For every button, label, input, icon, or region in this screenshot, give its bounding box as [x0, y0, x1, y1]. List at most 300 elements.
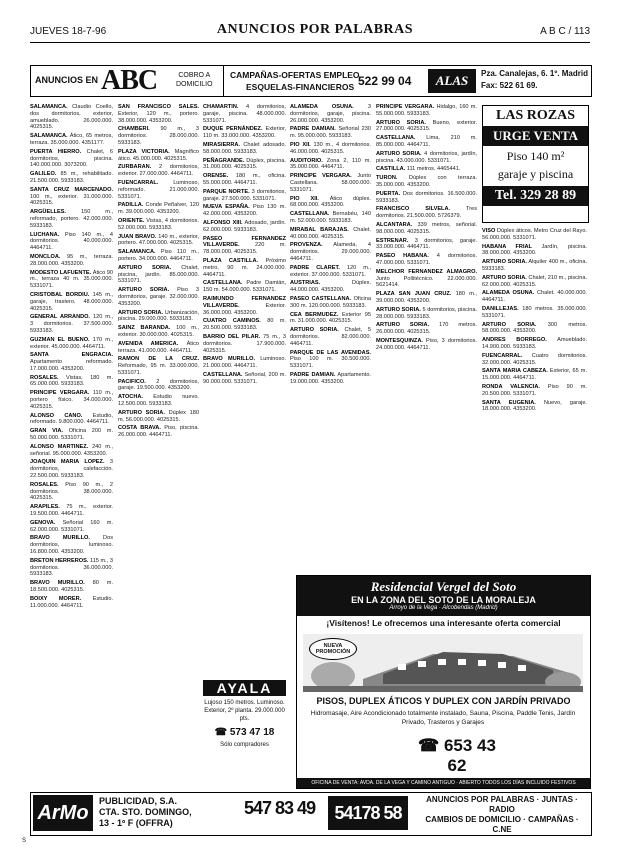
page-number: A B C / 113 — [540, 26, 590, 37]
ad-heading: MODESTO LAFUENTE. — [30, 269, 92, 276]
ad-heading: CASTELLANA. — [376, 135, 416, 142]
ad-heading: ARGÜELLES. — [30, 209, 67, 216]
ad-heading: ALAMEDA OSUNA. — [482, 290, 535, 297]
ad-heading: CEA BERMUDEZ. — [290, 311, 339, 318]
vergel-zone: EN LA ZONA DEL SOTO DE LA MORALEJA — [351, 595, 536, 605]
ad-text: 4 dormitorios. 47.000.000. 5331071. — [376, 253, 477, 266]
ad-text: Ático 90 m., terraza 40 m. 35.000.000. 5331071. — [30, 269, 113, 290]
ad-text: Zona 2, 110 m. 35.000.000. 4464711. — [290, 157, 371, 171]
ad-text: Claudio Coello, dos dormitorios, exterior, amueblado. 26.000.000. 4025315. — [30, 104, 113, 131]
ad-heading: ROSALES. — [30, 481, 59, 488]
ad-text: Vistas, 4 dormitorios. 52.000.000. 5933183. — [118, 217, 199, 231]
ad-heading: FUENCARRAL. — [118, 179, 159, 186]
classified-column-4 — [290, 104, 371, 568]
ad-text: 180 m., oficina. 55.000.000. 4464711. — [203, 173, 286, 186]
footer-phone-1: 547 83 49 — [244, 798, 316, 818]
ad-text: Piso, 3 dormitorios. 24.000.000. 4464711. — [376, 337, 477, 351]
classified-ad — [30, 270, 113, 290]
ad-text: Dos dormitorios. 16.500.000. 5933183. — [376, 190, 477, 204]
alas-logo: ALAS — [428, 69, 476, 93]
ad-text: Piso 90 m. 20.500.000. 5331071. — [482, 383, 587, 397]
ad-text: 3 dormitorios, garaje. 27.500.000. 5331071. — [203, 188, 286, 202]
classified-ad — [118, 410, 199, 424]
ad-text: Piso 90 m., 2 dormitorios. 38.000.000. 4025315. — [30, 481, 113, 502]
footer-services-1: ANUNCIOS POR PALABRAS · JUNTAS · RADIO — [426, 795, 578, 814]
vergel-headline: PISOS, DUPLEX ÁTICOS Y DUPLEX CON JARDÍN PRIVADO — [316, 696, 571, 706]
ad-heading: PROVENZA. — [290, 242, 323, 249]
classified-ad — [290, 211, 371, 225]
classified-ad — [203, 126, 286, 140]
issue-date: JUEVES 18-7-96 — [30, 26, 107, 37]
ad-text: Dúplex áticos. Metro Cruz del Rayo. 56.000.000. 5331071. — [482, 228, 587, 241]
classified-column-5 — [376, 104, 477, 568]
ad-text: Piso, piscina. 26.000.000. 4464711. — [118, 425, 199, 439]
ad-text: 85 m., rehabilitado. 21.500.000. 5933183. — [30, 171, 113, 184]
classified-ad — [203, 104, 286, 124]
ad-heading: ARTURO SORIA. — [118, 287, 170, 294]
ad-heading: SAINZ BARANDA. — [118, 325, 171, 332]
ad-text: Bernabéu, 140 m. 52.000.000. 5933183. — [290, 211, 371, 224]
ad-text: 80 m. 18.500.000. 4025315. — [30, 580, 113, 593]
classified-ad — [203, 258, 286, 278]
classified-ad — [482, 400, 587, 414]
ad-text: Ático, 65 metros, terraza. 35.000.000. 4351177. — [30, 133, 113, 146]
ad-text: Piso 140 m., 4 dormitorios. 40.000.000. 4464711. — [30, 231, 113, 252]
classified-ad — [376, 120, 477, 134]
ad-text: Estudio. 11.000.000. 4464711. — [30, 595, 113, 609]
ad-text: Señorial 160 m. 62.000.000. 5331071. — [30, 519, 113, 533]
banner-phone: 522 99 04 — [358, 74, 412, 88]
ad-heading: GENERAL ARRANDO. — [30, 314, 91, 321]
abc-ad-block — [31, 66, 224, 96]
ad-text: Lima, 210 m. 85.000.000. 4464711. — [376, 135, 477, 148]
ad-heading: BRAVO MURILLO. — [203, 356, 255, 363]
page-header — [30, 22, 590, 43]
ad-text: 115 m., 3 dormitorios. 36.000.000. 5933183. — [30, 557, 113, 578]
ad-heading: CASTELLANA. — [203, 371, 243, 378]
classified-ad — [290, 296, 371, 310]
ad-heading: RAIMUNDO FERNANDEZ VILLAVERDE. — [203, 295, 286, 309]
ad-heading: PIO XII. — [290, 195, 319, 202]
classified-ad — [203, 236, 286, 256]
ad-text: Jardín, piscina. 38.000.000. 4353200. — [482, 243, 587, 257]
ad-text: 90 m., 3 dormitorios. 28.000.000. 5933183. — [118, 126, 199, 146]
ad-text: Exterior, 120 m., portero. 38.000.000. 4353200. — [118, 110, 199, 124]
ad-heading: ANDRES BORREGO. — [482, 337, 547, 344]
classified-ad — [118, 249, 199, 263]
ad-heading: PLAZA SAN JUAN CRUZ. — [376, 291, 452, 298]
classified-ad — [290, 196, 371, 210]
ad-heading: PASEO FERNANDEZ VILLAVERDE. — [203, 235, 286, 249]
ad-heading: ALFONSO XIII. — [203, 219, 243, 226]
classified-ad — [203, 142, 286, 156]
ad-text: 3 dormitorios, garaje, piscina. 26.000.000. 4353200. — [290, 104, 371, 124]
ad-text: Alquiler 400 m., oficina. 5933183. — [482, 259, 587, 272]
ad-heading: CUATRO CAMINOS. — [203, 318, 261, 325]
ad-heading: PASEO CASTELLANA. — [290, 295, 352, 302]
ad-text: Amueblado. 14.900.000. 5933183. — [482, 337, 587, 350]
ad-heading: MONTESQUINZA. — [376, 337, 423, 344]
ad-heading: COSTA BRAVA. — [118, 425, 161, 432]
rozas-line-1: Piso 140 m² — [506, 149, 565, 163]
classified-ad — [30, 352, 113, 372]
ad-text: Piso 130 m. 42.000.000. 4353200. — [203, 204, 286, 218]
ad-text: Apartamento reformado. 17.000.000. 4353200. — [30, 359, 113, 372]
classified-ad — [376, 151, 477, 165]
ad-text: 120 m., 3 dormitorios. 37.500.000. 5933183. — [30, 314, 113, 334]
classified-ad — [30, 104, 113, 131]
ad-text: 80 m. 20.500.000. 5933183. — [203, 318, 286, 332]
ad-heading: PLAZA CASTILLA. — [203, 257, 259, 264]
ad-heading: PACIFICO. — [118, 378, 146, 385]
classified-ad — [376, 269, 477, 289]
ad-heading: PUERTA HIERRO. — [30, 148, 82, 155]
classified-ad — [203, 220, 286, 234]
campaigns-line-1: CAMPAÑAS-OFERTAS EMPLEO — [230, 70, 360, 80]
classified-ad — [30, 390, 113, 410]
classified-ad — [118, 310, 199, 324]
classified-ad — [290, 158, 371, 172]
classified-ad — [290, 242, 371, 262]
ad-text: 2 dormitorios, exterior. 27.000.000. 4464711. — [118, 164, 199, 178]
vergel-title: Residencial Vergel del Soto — [370, 579, 517, 594]
ad-text: 110 m., portero físico. 34.000.000. 4025315. — [30, 390, 113, 410]
ad-text: Estudio, reformado. 9.800.000. 4464711. — [30, 412, 113, 426]
footer-services — [416, 795, 588, 835]
ad-heading: ORIENTE. — [118, 217, 145, 224]
classified-ad — [290, 280, 371, 294]
ad-heading: ROSALES. — [30, 374, 59, 381]
classified-ad — [290, 312, 371, 326]
ad-heading: PARQUE DE LAS AVENIDAS. — [290, 349, 371, 356]
ad-text: 339 metros, señorial. 98.000.000. 4025315. — [376, 221, 477, 235]
ad-heading: PIO XII. — [290, 141, 311, 148]
vergel-details: Hidromasaje, Aire Acondicionado totalmente instalado, Sauna, Piscina, Paddle Tenis, Jardín Privado, Trasteros y Garajes — [310, 710, 576, 726]
classified-ad — [290, 227, 371, 241]
ad-text: 3 dormitorios, garaje. 33.000.000. 4464711. — [376, 237, 477, 251]
classified-ad — [118, 149, 199, 163]
ad-heading: CRISTOBAL BORDIU. — [30, 291, 90, 298]
ad-heading: ARTURO SORIA. — [376, 306, 421, 313]
classified-ad — [118, 287, 199, 307]
ad-text: Ático terraza. 41.000.000. 4464711. — [118, 340, 199, 354]
vergel-location: Arroyo de la Vega · Alcobendas (Madrid) — [389, 605, 498, 611]
ad-heading: RAMON DE LA CRUZ. — [118, 356, 199, 363]
ad-heading: AUDITORIO. — [290, 157, 323, 164]
classified-ad — [30, 459, 113, 479]
ad-heading: SALAMANCA. — [30, 104, 68, 110]
classified-ad — [30, 209, 113, 229]
ad-heading: PASEO HABANA. — [376, 253, 429, 260]
rozas-line-2: garaje y piscina — [497, 167, 574, 181]
ad-heading: ALAMEDA OSUNA. — [290, 104, 354, 110]
address-line: Pza. Canalejas, 6. 1º. Madrid — [481, 69, 588, 78]
ad-heading: RONDA VALENCIA. — [482, 383, 540, 390]
banner-sub — [176, 71, 213, 89]
classified-ad — [376, 222, 477, 236]
classified-ad — [30, 133, 113, 147]
classified-ad — [376, 166, 477, 173]
classified-ad — [118, 104, 199, 124]
ad-heading: MELCHOR FERNANDEZ ALMAGRO. — [376, 268, 477, 275]
ad-heading: SALAMANCA. — [30, 133, 68, 140]
vergel-header — [297, 576, 590, 616]
ad-heading: SANTA MARIA CABEZA. — [482, 368, 548, 375]
abc-logo: ABC — [101, 65, 158, 96]
ad-text: Hidalgo, 160 m. 55.000.000. 5933183. — [376, 104, 477, 117]
ad-heading: PADRE DAMIAN. — [290, 126, 336, 133]
banner-sub-2: DOMICILIO — [176, 81, 213, 88]
classified-ad — [30, 444, 113, 458]
footer-banner — [30, 792, 592, 836]
ad-text: Junto Castellana. 58.000.000. 5331071. — [290, 173, 371, 193]
ad-text: Chalet, 210 m., piscina. 62.000.000. 4025315. — [482, 274, 587, 288]
classified-column-3 — [203, 104, 286, 672]
classified-ad — [376, 322, 477, 336]
ad-heading: PRINCIPE VERGARA. — [290, 173, 352, 180]
banner-sub-1: COBRO A — [178, 72, 211, 79]
campaigns-block — [226, 66, 426, 96]
ad-text: 2 dormitorios, garaje. 19.500.000. 4353200. — [118, 378, 199, 392]
classified-ad — [376, 238, 477, 252]
classified-ad — [203, 280, 286, 294]
classified-ad — [30, 535, 113, 555]
ad-heading: PADRE CLARET. — [290, 264, 340, 271]
ad-text: Piso 3 dormitorios, garaje. 32.000.000. 4353200. — [118, 287, 199, 307]
ad-heading: CHAMBERI. — [118, 126, 150, 133]
classified-column-2 — [118, 104, 199, 788]
ad-heading: SANTA ENGRACIA. — [30, 352, 113, 359]
ad-text: Oficina 200 m. 50.000.000. 5331071. — [30, 428, 113, 442]
ad-text: Dos dormitorios, luminoso. 16.800.000. 4353200. — [30, 535, 113, 556]
campaigns-line-2: ESQUELAS-FINANCIEROS — [246, 82, 355, 92]
ad-heading: DANILLEJAS. — [482, 305, 519, 312]
classified-ad — [30, 232, 113, 252]
ad-text: Padre Damián, 150 m. 54.000.000. 5331071. — [203, 280, 286, 294]
classified-ad — [203, 173, 286, 187]
ad-text: Próximo metro, 90 m. 24.000.000. 4464711. — [203, 257, 286, 278]
ad-heading: GALILEO. — [30, 171, 57, 178]
banner-prefix: ANUNCIOS EN — [35, 75, 99, 85]
ad-heading: ESTRENAR. — [376, 237, 409, 244]
ad-text: Señorial 230 m. 95.000.000. 5933183. — [290, 126, 371, 140]
classified-ad — [118, 425, 199, 439]
ad-heading: PRINCIPE VERGARA. — [376, 104, 435, 110]
ad-heading: NUEVA ESPAÑA. — [203, 204, 250, 211]
classified-ad — [203, 356, 286, 370]
ad-heading: ALONSO CANO. — [30, 412, 83, 419]
ad-heading: PARQUE NORTE. — [203, 188, 250, 195]
ad-heading: MONCLOA. — [30, 253, 61, 260]
classified-ad — [290, 372, 371, 386]
classified-ad — [376, 191, 477, 205]
ad-heading: CASTELLANA. — [290, 211, 330, 218]
classified-ad — [118, 202, 199, 216]
ad-heading: CASTELLANA. — [203, 280, 243, 287]
ad-heading: JOAQUIN MARIA LOPEZ. — [30, 459, 105, 466]
ad-heading: SALAMANCA. — [118, 249, 156, 256]
classified-ad — [376, 307, 477, 321]
classified-ad — [118, 180, 199, 200]
ad-heading: PADRE DAMIAN. — [290, 371, 336, 378]
ad-text: Piso 110 m., portero. 34.000.000. 4464711. — [118, 249, 199, 262]
classified-ad — [30, 596, 113, 610]
armo-address — [99, 796, 239, 829]
ad-text: 4 dormitorios, jardín, piscina. 43.000.000. 5331071. — [376, 150, 477, 164]
ad-text: 170 metros. 26.000.000. 4025315. — [376, 322, 477, 336]
vergel-office: OFICINA DE VENTA: AVDA. DE LA VEGA Y CAMINO ANTIGUO · ABIERTO TODOS LOS DÍAS INCLUIDO FESTIVOS — [297, 778, 590, 788]
classified-ad — [118, 265, 199, 285]
classified-ad — [376, 175, 477, 189]
ad-text: 140 m., exterior, portero. 47.000.000. 4025315. — [118, 233, 199, 247]
classified-ad — [203, 158, 286, 172]
ad-text: 120 m., exterior. 37.000.000. 5331071. — [290, 264, 371, 278]
ad-text: 75 m., exterior. 19.500.000. 4464711. — [30, 504, 113, 518]
classified-ad — [290, 350, 371, 370]
ad-heading: MIRASIERRA. — [203, 141, 240, 148]
classified-ad — [118, 379, 199, 393]
classified-ad — [203, 204, 286, 218]
ad-heading: LUCHANA. — [30, 231, 60, 238]
classified-ad — [482, 275, 587, 289]
page-mark: S — [22, 838, 27, 844]
ad-heading: CHAMARTIN. — [203, 104, 239, 110]
ad-text: Dúplex. 44.000.000. 4353200. — [290, 280, 371, 294]
armo-street: CTA. STO. DOMINGO, — [99, 807, 192, 817]
armo-logo: ArMo — [33, 795, 93, 831]
classified-ad — [30, 504, 113, 518]
ad-heading: FUENCARRAL. — [482, 352, 523, 359]
ad-text: Vistas, 180 m. 65.000.000. 5933183. — [30, 374, 113, 388]
ad-text: Señorial, 200 m. 90.000.000. 5331071. — [203, 371, 286, 385]
ad-text: 3 dormitorios, calefacción. 22.500.000. 5933183. — [30, 459, 113, 480]
ad-heading: BRAVO MURILLO. — [30, 535, 90, 542]
ad-text: Dúplex, piscina. 31.000.000. 4025315. — [203, 157, 286, 171]
ad-heading: HABANA FRIAL — [482, 243, 532, 250]
ad-text: Piso 100 m. 30.500.000. 5331071. — [290, 356, 371, 370]
ad-heading: ARTURO SORIA. — [118, 264, 172, 271]
ad-text: Luminoso, reformado. 21.000.000. 5331071. — [118, 179, 199, 200]
ad-text: Oficina 300 m. 120.000.000. 5933183. — [290, 295, 371, 309]
ad-heading: SANTA EUGENIA. — [482, 399, 536, 406]
ayala-ad — [203, 680, 286, 785]
classified-ad — [203, 334, 286, 354]
ad-heading: SANTA CRUZ MARCENADO. — [30, 186, 113, 193]
classified-ad — [118, 356, 199, 376]
classified-ad — [376, 253, 477, 267]
vergel-del-soto-ad — [296, 575, 591, 789]
ad-text: Reformado, 95 m. 33.000.000. 5331071. — [118, 363, 199, 376]
classified-ad — [30, 413, 113, 427]
ad-text: 180 metros. 35.000.000. 5331071. — [482, 305, 587, 319]
fax-line: Fax: 522 61 69. — [481, 81, 538, 90]
classified-ad — [203, 318, 286, 332]
ad-text: 5 dormitorios, piscina. 28.000.000. 5933183. — [376, 306, 477, 320]
classified-ad — [482, 306, 587, 320]
ad-heading: ATOCHA. — [118, 394, 143, 401]
classified-ad — [118, 164, 199, 178]
vergel-offer: ¡Visítenos! Le ofrecemos una interesante oferta comercial — [326, 618, 561, 628]
ad-heading: AVENIDA AMERICA. — [118, 340, 179, 347]
ad-heading: ZURBARAN. — [118, 164, 152, 171]
ad-text: 300 metros. 58.000.000. 4353200. — [482, 321, 587, 335]
classified-ad — [118, 218, 199, 232]
ad-heading: GRAN VIA. — [30, 428, 64, 435]
ad-heading: BARRIO DEL PILAR. — [203, 333, 261, 340]
ad-heading: GENOVA. — [30, 519, 56, 526]
ad-text: Exterior. 36.000.000. 4353200. — [203, 302, 286, 316]
classified-ad — [482, 337, 587, 351]
classified-ad — [203, 189, 286, 203]
ad-text: 100 m., exterior. 30.000.000. 4025315. — [118, 325, 199, 338]
ad-text: Ático dúplex. 68.000.000. 4353200. — [290, 195, 371, 209]
footer-phone-2: 54178 58 — [328, 796, 408, 830]
ad-heading: PLAZA VICTORIA. — [118, 148, 170, 155]
classified-ad — [203, 296, 286, 316]
classified-ad — [290, 265, 371, 279]
ad-text: Exterior 95 m. 31.000.000. 4025315. — [290, 311, 371, 325]
ad-text: 130 m., 4 dormitorios. 46.000.000. 4025315. — [290, 141, 371, 155]
classified-ad — [290, 104, 371, 124]
classified-ad — [376, 104, 477, 118]
classified-ad — [482, 259, 587, 273]
ad-text: Luminoso. 21.000.000. 4464711. — [203, 356, 286, 370]
classified-ad — [30, 520, 113, 534]
classified-ad — [290, 126, 371, 140]
classified-ad — [482, 368, 587, 382]
rozas-phone: Tel. 329 28 89 — [483, 186, 588, 206]
classified-ad — [376, 206, 477, 220]
ad-text: Exterior, 65 m. 15.000.000. 4464711. — [482, 368, 587, 382]
ad-heading: JUAN BRAVO. — [118, 233, 157, 240]
ad-text: Dúplex con terraza. 35.000.000. 4353200. — [376, 175, 477, 188]
classified-ad — [290, 173, 371, 193]
classified-ad — [30, 149, 113, 169]
ad-heading: BRETON HERREROS. — [30, 557, 89, 564]
ad-text: Nuevo, garaje. 18.000.000. 4353200. — [482, 399, 587, 413]
top-banner — [30, 65, 592, 97]
classified-ad — [118, 341, 199, 355]
ad-text: 100 m., exterior. 31.000.000. 4025315. — [30, 193, 113, 207]
ad-text: Chalet, piscina, jardín. 85.000.000. 5331071. — [118, 264, 199, 285]
ad-heading: ARTURO SORIA. — [376, 119, 426, 126]
ad-heading: PEÑAGRANDE. — [203, 157, 245, 164]
banner-address — [481, 68, 589, 92]
ad-heading: ARTURO SORIA. — [376, 150, 422, 157]
classified-ad — [118, 126, 199, 146]
ad-text: Urbanización, piscina. 29.000.000. 5933183. — [118, 309, 199, 323]
ad-text: Chalet. 40.000.000. 4025315. — [290, 226, 371, 240]
ad-heading: BRAVO MURILLO. — [30, 580, 85, 587]
ad-text: 240 m., señorial. 95.000.000. 4353200. — [30, 443, 113, 457]
section-title: ANUNCIOS POR PALABRAS — [216, 22, 414, 37]
ad-heading: ARTURO SORIA. — [482, 259, 527, 266]
ad-heading: PRINCIPE VERGARA. — [30, 390, 90, 397]
rozas-title: LAS ROZAS — [496, 108, 575, 123]
ad-text: 150 m., reformado, portero. 42.000.000. 5933183. — [30, 209, 113, 229]
ad-heading: ALCANTARA. — [376, 221, 413, 228]
classified-column-6 — [482, 228, 587, 568]
ad-text: Estudio nuevo. 12.500.000. 5933183. — [118, 394, 199, 408]
ad-heading: BOIXY MORER. — [30, 595, 82, 602]
classified-ad — [203, 372, 286, 386]
rozas-urge: URGE VENTA — [483, 126, 588, 146]
ayala-description: Lujoso 150 metros. Luminoso. Exterior, 2º planta. 29.000.000 pts. — [204, 700, 285, 722]
ad-heading: PUERTA. — [376, 190, 401, 197]
ad-heading: ARTURO SORIA. — [118, 409, 165, 416]
ad-heading: ARTURO SORIA. — [290, 327, 339, 334]
classified-ad — [482, 322, 587, 336]
